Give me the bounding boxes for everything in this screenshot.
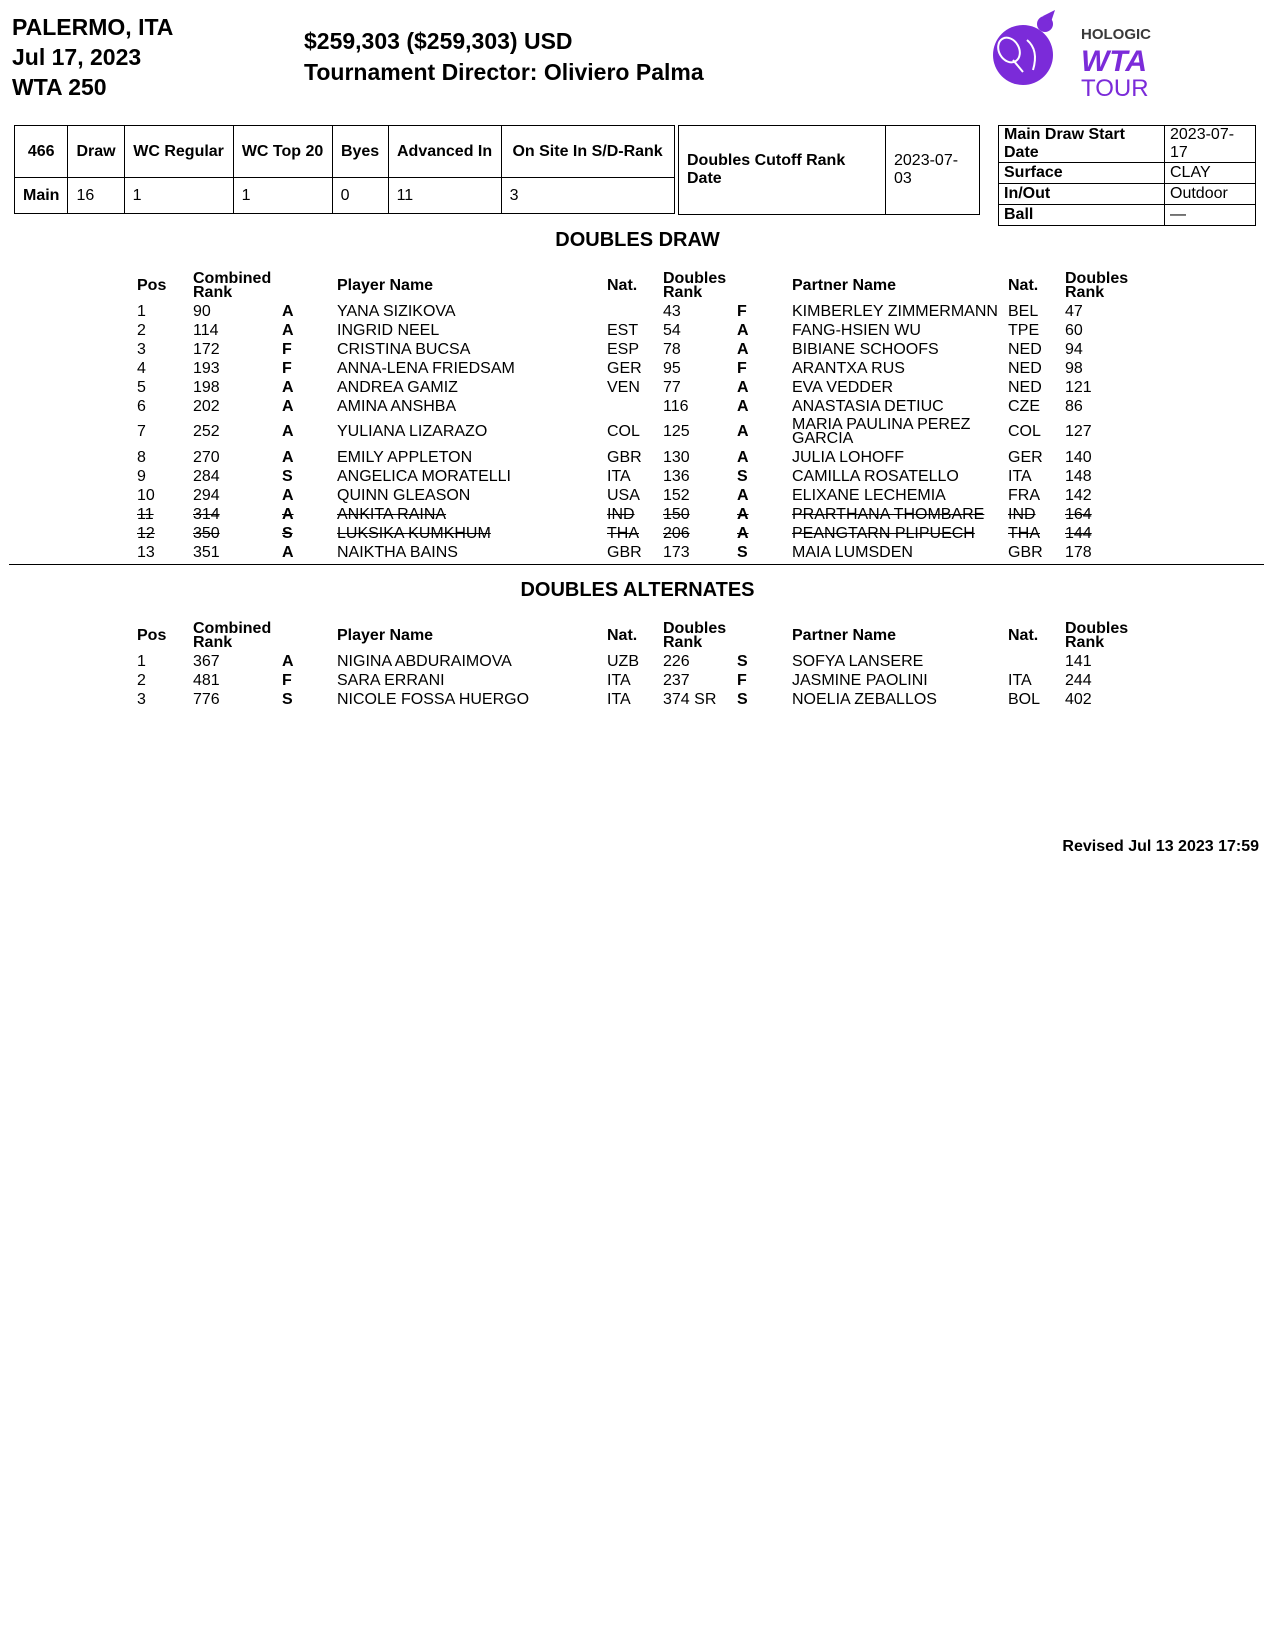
col-partner-name: Partner Name bbox=[792, 627, 897, 644]
draw-summary-header-row bbox=[15, 126, 675, 178]
cell-combined: 776 bbox=[193, 691, 220, 708]
cell-pnat: BEL bbox=[1008, 303, 1039, 320]
cell-pos: 2 bbox=[137, 322, 146, 339]
cell-nat: EST bbox=[607, 322, 639, 339]
tournament-category: WTA 250 bbox=[12, 74, 107, 100]
cell-e1: F bbox=[282, 341, 292, 358]
cell-pnat: ITA bbox=[1008, 672, 1032, 689]
cell-prank: 142 bbox=[1065, 487, 1092, 504]
cell-e1: S bbox=[282, 525, 293, 542]
table-row bbox=[0, 378, 1275, 397]
cell-e2: A bbox=[737, 379, 749, 396]
cell-pos: 4 bbox=[137, 360, 146, 377]
cell-e1: F bbox=[282, 672, 292, 689]
cell-pnat: NED bbox=[1008, 379, 1042, 396]
doubles-draw-title: DOUBLES DRAW bbox=[555, 229, 720, 251]
cell-prank: 244 bbox=[1065, 672, 1092, 689]
cell-partner: NOELIA ZEBALLOS bbox=[792, 691, 937, 708]
tournament-director: Tournament Director: Oliviero Palma bbox=[304, 59, 704, 85]
doubles-alternates-title: DOUBLES ALTERNATES bbox=[520, 579, 755, 601]
header-on-site: On Site In S/D-Rank bbox=[501, 126, 674, 178]
cell-pnat: GER bbox=[1008, 449, 1043, 466]
cell-rank: 237 bbox=[663, 672, 690, 689]
cell-nat: GBR bbox=[607, 449, 642, 466]
col-partner-doubles-rank: Doubles Rank bbox=[1065, 620, 1129, 651]
cell-pos: 10 bbox=[137, 487, 155, 504]
cell-e2: A bbox=[737, 322, 749, 339]
cell-combined: 314 bbox=[193, 506, 220, 523]
col-pos: Pos bbox=[137, 277, 167, 294]
cell-e2: S bbox=[737, 653, 748, 670]
cell-combined: 198 bbox=[193, 379, 220, 396]
prize-money: $259,303 ($259,303) USD bbox=[304, 28, 573, 54]
cell-e2: A bbox=[737, 487, 749, 504]
cell-player: YULIANA LIZARAZO bbox=[337, 423, 488, 440]
header-wc-regular: WC Regular bbox=[124, 126, 233, 178]
cell-player: ANKITA RAINA bbox=[337, 506, 447, 523]
main-draw-value: 16 bbox=[68, 178, 124, 214]
info-label: Ball bbox=[999, 205, 1165, 226]
cell-e1: A bbox=[282, 653, 294, 670]
header-byes: Byes bbox=[332, 126, 388, 178]
table-row bbox=[0, 340, 1275, 359]
cell-player: ANNA-LENA FRIEDSAM bbox=[337, 360, 515, 377]
cell-pnat: COL bbox=[1008, 423, 1041, 440]
info-value: — bbox=[1165, 205, 1256, 226]
cell-pos: 8 bbox=[137, 449, 146, 466]
table-row bbox=[0, 486, 1275, 505]
cell-partner: ANASTASIA DETIUC bbox=[792, 398, 944, 415]
cell-rank: 152 bbox=[663, 487, 690, 504]
cell-e2: A bbox=[737, 341, 749, 358]
cell-partner: JASMINE PAOLINI bbox=[792, 672, 928, 689]
cell-e1: A bbox=[282, 303, 294, 320]
cell-partner: EVA VEDDER bbox=[792, 379, 894, 396]
main-advanced-in-value: 11 bbox=[388, 178, 501, 214]
tournament-header bbox=[12, 12, 173, 102]
cell-nat: VEN bbox=[607, 379, 640, 396]
col-combined-rank: Combined Rank bbox=[193, 620, 272, 651]
cell-combined: 294 bbox=[193, 487, 220, 504]
cell-partner: ARANTXA RUS bbox=[792, 360, 905, 377]
cell-prank: 148 bbox=[1065, 468, 1092, 485]
cell-prank: 127 bbox=[1065, 423, 1092, 440]
cell-rank: 54 bbox=[663, 322, 681, 339]
cell-e2: F bbox=[737, 303, 747, 320]
cell-e1: A bbox=[282, 423, 294, 440]
cutoff-value: 2023-07-03 bbox=[886, 126, 980, 215]
cell-nat: USA bbox=[607, 487, 640, 504]
cell-pnat: THA bbox=[1008, 525, 1040, 542]
cell-nat: ITA bbox=[607, 672, 631, 689]
cell-combined: 270 bbox=[193, 449, 220, 466]
cell-prank: 141 bbox=[1065, 653, 1092, 670]
cell-combined: 202 bbox=[193, 398, 220, 415]
cell-prank: 60 bbox=[1065, 322, 1083, 339]
info-value: 2023-07-17 bbox=[1165, 126, 1256, 163]
cell-rank: 77 bbox=[663, 379, 681, 396]
cell-partner: KIMBERLEY ZIMMERMANN bbox=[792, 303, 998, 320]
table-row bbox=[0, 397, 1275, 416]
cell-player: ANDREA GAMIZ bbox=[337, 379, 458, 396]
cell-partner: PEANGTARN PLIPUECH bbox=[792, 525, 975, 542]
cell-player: EMILY APPLETON bbox=[337, 449, 473, 466]
cell-pos: 1 bbox=[137, 303, 146, 320]
header-draw: Draw bbox=[68, 126, 124, 178]
main-wc-regular-value: 1 bbox=[124, 178, 233, 214]
cell-e1: A bbox=[282, 487, 294, 504]
header-wc-top20: WC Top 20 bbox=[233, 126, 332, 178]
info-label: In/Out bbox=[999, 184, 1165, 205]
col-player-name: Player Name bbox=[337, 277, 434, 294]
cell-pos: 5 bbox=[137, 379, 146, 396]
cell-pnat: IND bbox=[1008, 506, 1036, 523]
cell-e2: A bbox=[737, 506, 749, 523]
cell-e1: A bbox=[282, 379, 294, 396]
cell-pnat: CZE bbox=[1008, 398, 1040, 415]
main-label: Main bbox=[15, 178, 68, 214]
info-value: CLAY bbox=[1165, 163, 1256, 184]
cell-combined: 114 bbox=[193, 322, 219, 339]
table-row bbox=[0, 321, 1275, 340]
cell-prank: 402 bbox=[1065, 691, 1092, 708]
main-on-site-value: 3 bbox=[501, 178, 674, 214]
main-byes-value: 0 bbox=[332, 178, 388, 214]
cell-e1: A bbox=[282, 449, 294, 466]
wta-wordmark: WTA bbox=[1081, 45, 1148, 78]
col-pos: Pos bbox=[137, 627, 167, 644]
cell-e2: F bbox=[737, 360, 747, 377]
col-partner-nat: Nat. bbox=[1008, 627, 1039, 644]
col-partner-nat: Nat. bbox=[1008, 277, 1039, 294]
wta-tour-logo bbox=[983, 10, 1173, 100]
cell-pnat: GBR bbox=[1008, 544, 1043, 561]
main-wc-top20-value: 1 bbox=[233, 178, 332, 214]
cell-combined: 172 bbox=[193, 341, 220, 358]
cell-combined: 481 bbox=[193, 672, 220, 689]
cell-partner: BIBIANE SCHOOFS bbox=[792, 341, 939, 358]
table-row bbox=[0, 448, 1275, 467]
cell-pnat: NED bbox=[1008, 360, 1042, 377]
header-advanced-in: Advanced In bbox=[388, 126, 501, 178]
cell-nat: ITA bbox=[607, 691, 631, 708]
cell-player: QUINN GLEASON bbox=[337, 487, 471, 504]
cell-partner: MAIA LUMSDEN bbox=[792, 544, 913, 561]
cell-e1: A bbox=[282, 322, 294, 339]
cell-nat: COL bbox=[607, 423, 640, 440]
cell-partner: FANG-HSIEN WU bbox=[792, 322, 921, 339]
cell-player: NIGINA ABDURAIMOVA bbox=[337, 653, 512, 670]
cell-pos: 1 bbox=[137, 653, 146, 670]
cell-prank: 164 bbox=[1065, 506, 1092, 523]
cell-combined: 284 bbox=[193, 468, 220, 485]
cell-e1: A bbox=[282, 506, 294, 523]
cell-pnat: NED bbox=[1008, 341, 1042, 358]
cell-nat: GBR bbox=[607, 544, 642, 561]
cell-combined: 367 bbox=[193, 653, 220, 670]
cell-partner: PRARTHANA THOMBARE bbox=[792, 506, 985, 523]
table-row bbox=[0, 467, 1275, 486]
cell-player: NICOLE FOSSA HUERGO bbox=[337, 691, 530, 708]
cell-partner: MARIA PAULINA PEREZ GARCIA bbox=[792, 416, 971, 447]
table-row bbox=[0, 652, 1275, 671]
cell-pos: 6 bbox=[137, 398, 146, 415]
tournament-city: PALERMO, ITA bbox=[12, 14, 174, 40]
cell-rank: 125 bbox=[663, 423, 690, 440]
table-row bbox=[0, 671, 1275, 690]
cell-player: INGRID NEEL bbox=[337, 322, 440, 339]
tennis-player-icon bbox=[993, 10, 1055, 85]
cell-e1: F bbox=[282, 360, 292, 377]
event-info-table bbox=[998, 125, 1256, 226]
cell-pos: 7 bbox=[137, 423, 146, 440]
cell-combined: 90 bbox=[193, 303, 211, 320]
cell-pos: 12 bbox=[137, 525, 155, 542]
cell-nat: ITA bbox=[607, 468, 631, 485]
cell-combined: 350 bbox=[193, 525, 220, 542]
cell-combined: 252 bbox=[193, 423, 220, 440]
cell-e2: S bbox=[737, 468, 748, 485]
cutoff-table bbox=[678, 125, 980, 215]
cell-rank: 78 bbox=[663, 341, 681, 358]
cell-pnat: TPE bbox=[1008, 322, 1040, 339]
cell-partner: JULIA LOHOFF bbox=[792, 449, 905, 466]
tournament-id: 466 bbox=[15, 126, 68, 178]
tour-wordmark: TOUR bbox=[1081, 75, 1149, 100]
cell-partner: ELIXANE LECHEMIA bbox=[792, 487, 946, 504]
cell-nat: ESP bbox=[607, 341, 640, 358]
table-row bbox=[0, 690, 1275, 709]
draw-summary-table bbox=[14, 125, 675, 214]
col-nat: Nat. bbox=[607, 277, 638, 294]
table-row bbox=[0, 524, 1275, 543]
cell-rank: 226 bbox=[663, 653, 690, 670]
cell-rank: 130 bbox=[663, 449, 690, 466]
cell-prank: 178 bbox=[1065, 544, 1092, 561]
tournament-details bbox=[304, 26, 704, 88]
col-partner-name: Partner Name bbox=[792, 277, 897, 294]
info-value: Outdoor bbox=[1165, 184, 1256, 205]
cell-prank: 94 bbox=[1065, 341, 1083, 358]
cell-e1: A bbox=[282, 398, 294, 415]
cell-rank: 206 bbox=[663, 525, 690, 542]
table-row bbox=[0, 505, 1275, 524]
cell-prank: 140 bbox=[1065, 449, 1092, 466]
col-player-name: Player Name bbox=[337, 627, 434, 644]
cell-pnat: ITA bbox=[1008, 468, 1032, 485]
cell-player: NAIKTHA BAINS bbox=[337, 544, 458, 561]
table-row bbox=[0, 302, 1275, 321]
cell-rank: 173 bbox=[663, 544, 690, 561]
info-label: Surface bbox=[999, 163, 1165, 184]
cell-pos: 13 bbox=[137, 544, 155, 561]
cell-player: YANA SIZIKOVA bbox=[337, 303, 456, 320]
cutoff-label: Doubles Cutoff Rank Date bbox=[679, 126, 886, 215]
cell-player: LUKSIKA KUMKHUM bbox=[337, 525, 491, 542]
table-row bbox=[0, 416, 1275, 448]
cell-combined: 351 bbox=[193, 544, 220, 561]
cell-prank: 86 bbox=[1065, 398, 1083, 415]
cell-rank: 150 bbox=[663, 506, 690, 523]
cell-e2: F bbox=[737, 672, 747, 689]
cell-e2: A bbox=[737, 449, 749, 466]
cell-e2: S bbox=[737, 544, 748, 561]
col-doubles-rank: Doubles Rank bbox=[663, 620, 727, 651]
cell-rank: 136 bbox=[663, 468, 690, 485]
cell-e2: A bbox=[737, 525, 749, 542]
cell-pnat: BOL bbox=[1008, 691, 1041, 708]
cell-e1: A bbox=[282, 544, 294, 561]
cell-e2: A bbox=[737, 423, 749, 440]
cell-prank: 98 bbox=[1065, 360, 1083, 377]
cell-nat: IND bbox=[607, 506, 635, 523]
cell-pos: 2 bbox=[137, 672, 146, 689]
info-label: Main Draw Start Date bbox=[999, 126, 1165, 163]
col-doubles-rank: Doubles Rank bbox=[663, 270, 727, 301]
cell-prank: 121 bbox=[1065, 379, 1092, 396]
cell-prank: 47 bbox=[1065, 303, 1083, 320]
cell-rank: 116 bbox=[663, 398, 689, 415]
cell-partner: CAMILLA ROSATELLO bbox=[792, 468, 959, 485]
cell-partner: SOFYA LANSERE bbox=[792, 653, 924, 670]
cell-player: AMINA ANSHBA bbox=[337, 398, 457, 415]
cell-e1: S bbox=[282, 468, 293, 485]
hologic-wordmark: HOLOGIC bbox=[1081, 26, 1151, 43]
cell-nat: GER bbox=[607, 360, 642, 377]
draw-summary-main-row bbox=[15, 178, 675, 214]
cell-pos: 9 bbox=[137, 468, 146, 485]
cell-e1: S bbox=[282, 691, 293, 708]
cell-player: SARA ERRANI bbox=[337, 672, 445, 689]
cell-nat: UZB bbox=[607, 653, 639, 670]
cell-nat: THA bbox=[607, 525, 639, 542]
cell-pos: 11 bbox=[137, 506, 154, 523]
cell-rank: 43 bbox=[663, 303, 681, 320]
col-combined-rank: Combined Rank bbox=[193, 270, 272, 301]
cell-combined: 193 bbox=[193, 360, 220, 377]
cell-rank: 374 SR bbox=[663, 691, 717, 708]
tournament-date: Jul 17, 2023 bbox=[12, 44, 142, 70]
cell-e2: A bbox=[737, 398, 749, 415]
cell-player: ANGELICA MORATELLI bbox=[337, 468, 511, 485]
cell-pos: 3 bbox=[137, 691, 146, 708]
table-row bbox=[0, 359, 1275, 378]
revised-timestamp: Revised Jul 13 2023 17:59 bbox=[1062, 838, 1259, 855]
col-partner-doubles-rank: Doubles Rank bbox=[1065, 270, 1129, 301]
cell-e2: S bbox=[737, 691, 748, 708]
cell-pnat: FRA bbox=[1008, 487, 1040, 504]
cell-player: CRISTINA BUCSA bbox=[337, 341, 471, 358]
cell-prank: 144 bbox=[1065, 525, 1092, 542]
section-divider bbox=[9, 564, 1264, 565]
col-nat: Nat. bbox=[607, 627, 638, 644]
cell-rank: 95 bbox=[663, 360, 681, 377]
table-row bbox=[0, 543, 1275, 562]
cell-pos: 3 bbox=[137, 341, 146, 358]
